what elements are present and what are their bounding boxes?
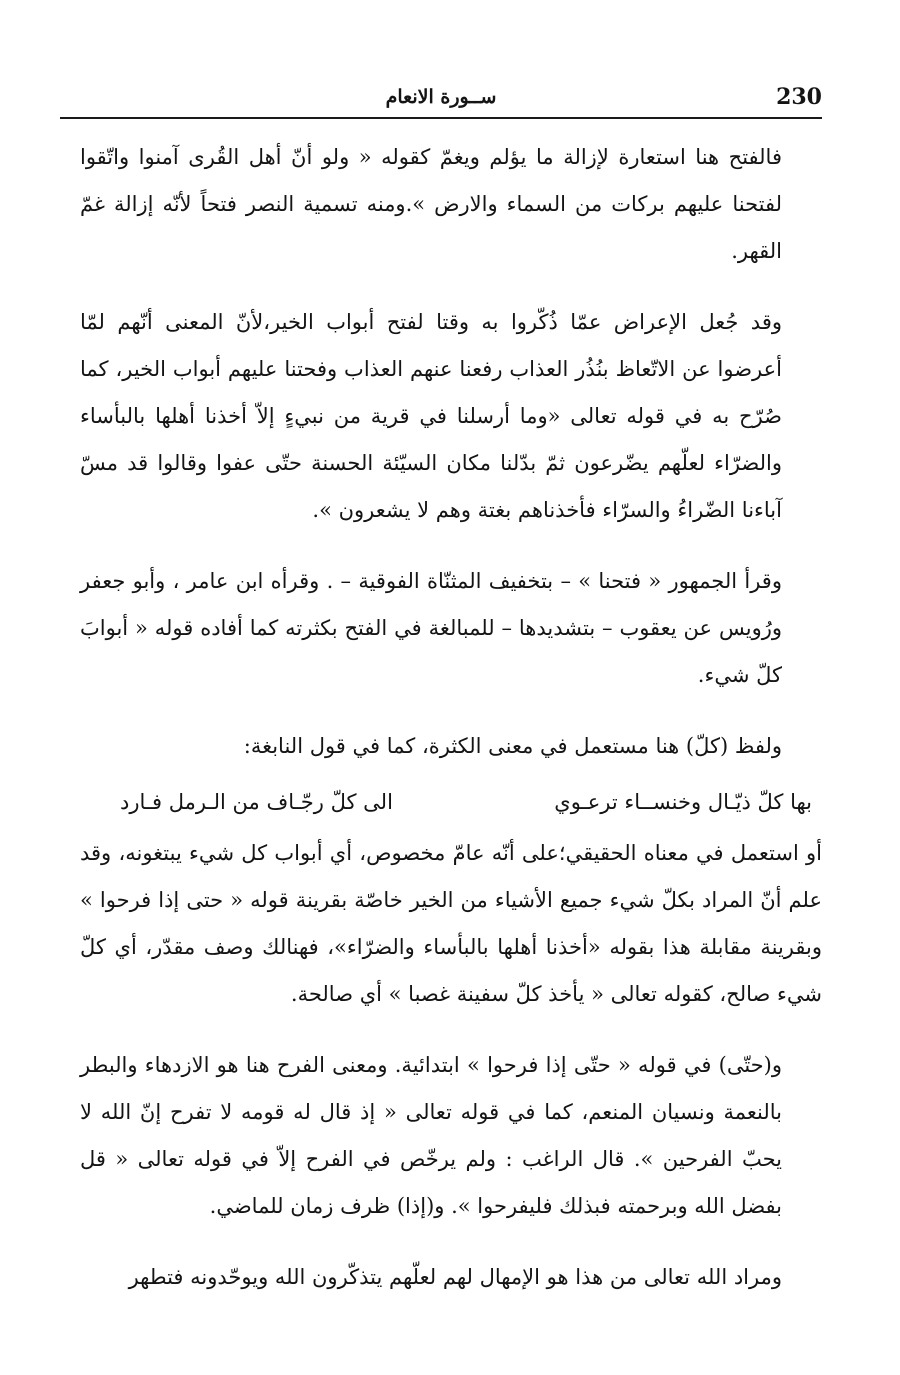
- paragraph-1: فالفتح هنا استعارة لإزالة ما يؤلم ويغمّ كقوله « ولو أنّ أهل القُرى آمنوا واتّقوا لفتحنا عليهم بركات من السماء والارض ».ومنه تسمية النصر فتحاً لأنّه إزالة غمّ القهر.: [80, 145, 782, 263]
- paragraph-2: وقد جُعل الإعراض عمّا ذُكّروا به وقتا لفتح أبواب الخير،لأنّ المعنى أنّهم لمّا أعرضوا عن الاتّعاظ بنُذُر العذاب رفعنا عنهم العذاب وفحتنا عليهم أبواب الخير، كما صُرّح به في قوله تعالى «وما أرسلنا في قرية من نبيءٍ إلاّ أخذنا أهلها بالبأساء والضرّاء لعلّهم يضّرعون ثمّ بدّلنا مكان السيّئة الحسنة حتّى عفوا وقالوا قد مسّ آباءنا الضّراءُ والسرّاء فأخذناهم بغتة وهم لا يشعرون ».: [80, 310, 782, 522]
- poetry-verse: [80, 774, 822, 830]
- verse-second-hemistich: الى كلّ رجّـاف من الـرمل فـارد: [120, 790, 393, 814]
- paragraph-3: وقرأ الجمهور « فتحنا » – بتخفيف المثنّاة الفوقية – . وقرأه ابن عامر ، وأبو جعفر ورُويس عن يعقوب – بتشديدها – للمبالغة في الفتح بكثرته كما أفاده قوله « أبوابَ كلّ شيء.: [80, 569, 782, 687]
- verse-first-hemistich: بها كلّ ذيّـال وخنســاء ترعـوي: [554, 790, 812, 814]
- header-divider: [60, 117, 822, 119]
- page-header: [60, 80, 822, 120]
- page-number: 230: [776, 84, 822, 110]
- paragraph-5: أو استعمل في معناه الحقيقي؛على أنّه عامّ مخصوص، أي أبواب كل شيء يبتغونه، وقد علم أنّ المراد بكلّ شيء جميع الأشياء من الخير خاصّة بقرينة قوله « حتى إذا فرحوا » وبقرينة مقابلة هذا بقوله «أخذنا أهلها بالبأساء والضرّاء»، فهنالك وصف مقدّر، أي كلّ شيء صالح، كقوله تعالى « يأخذ كلّ سفينة غصبا » أي صالحة.: [80, 841, 822, 1006]
- paragraph-6: و(حتّى) في قوله « حتّى إذا فرحوا » ابتدائية. ومعنى الفرح هنا هو الازدهاء والبطر بالنعمة ونسيان المنعم، كما في قوله تعالى « إذ قال له قومه لا تفرح إنّ الله لا يحبّ الفرحين ». قال الراغب : ولم يرخّص في الفرح إلاّ في قوله تعالى « قل بفضل الله وبرحمته فبذلك فليفرحوا ». و(إذا) ظرف زمان للماضي.: [80, 1053, 782, 1218]
- running-title: ســورة الانعام: [385, 86, 497, 108]
- paragraph-7: ومراد الله تعالى من هذا هو الإمهال لهم لعلّهم يتذكّرون الله ويوحّدونه فتطهر: [128, 1265, 782, 1289]
- paragraph-4: ولفظ (كلّ) هنا مستعمل في معنى الكثرة، كما في قول النابغة:: [243, 734, 782, 758]
- page-body: [80, 134, 822, 1325]
